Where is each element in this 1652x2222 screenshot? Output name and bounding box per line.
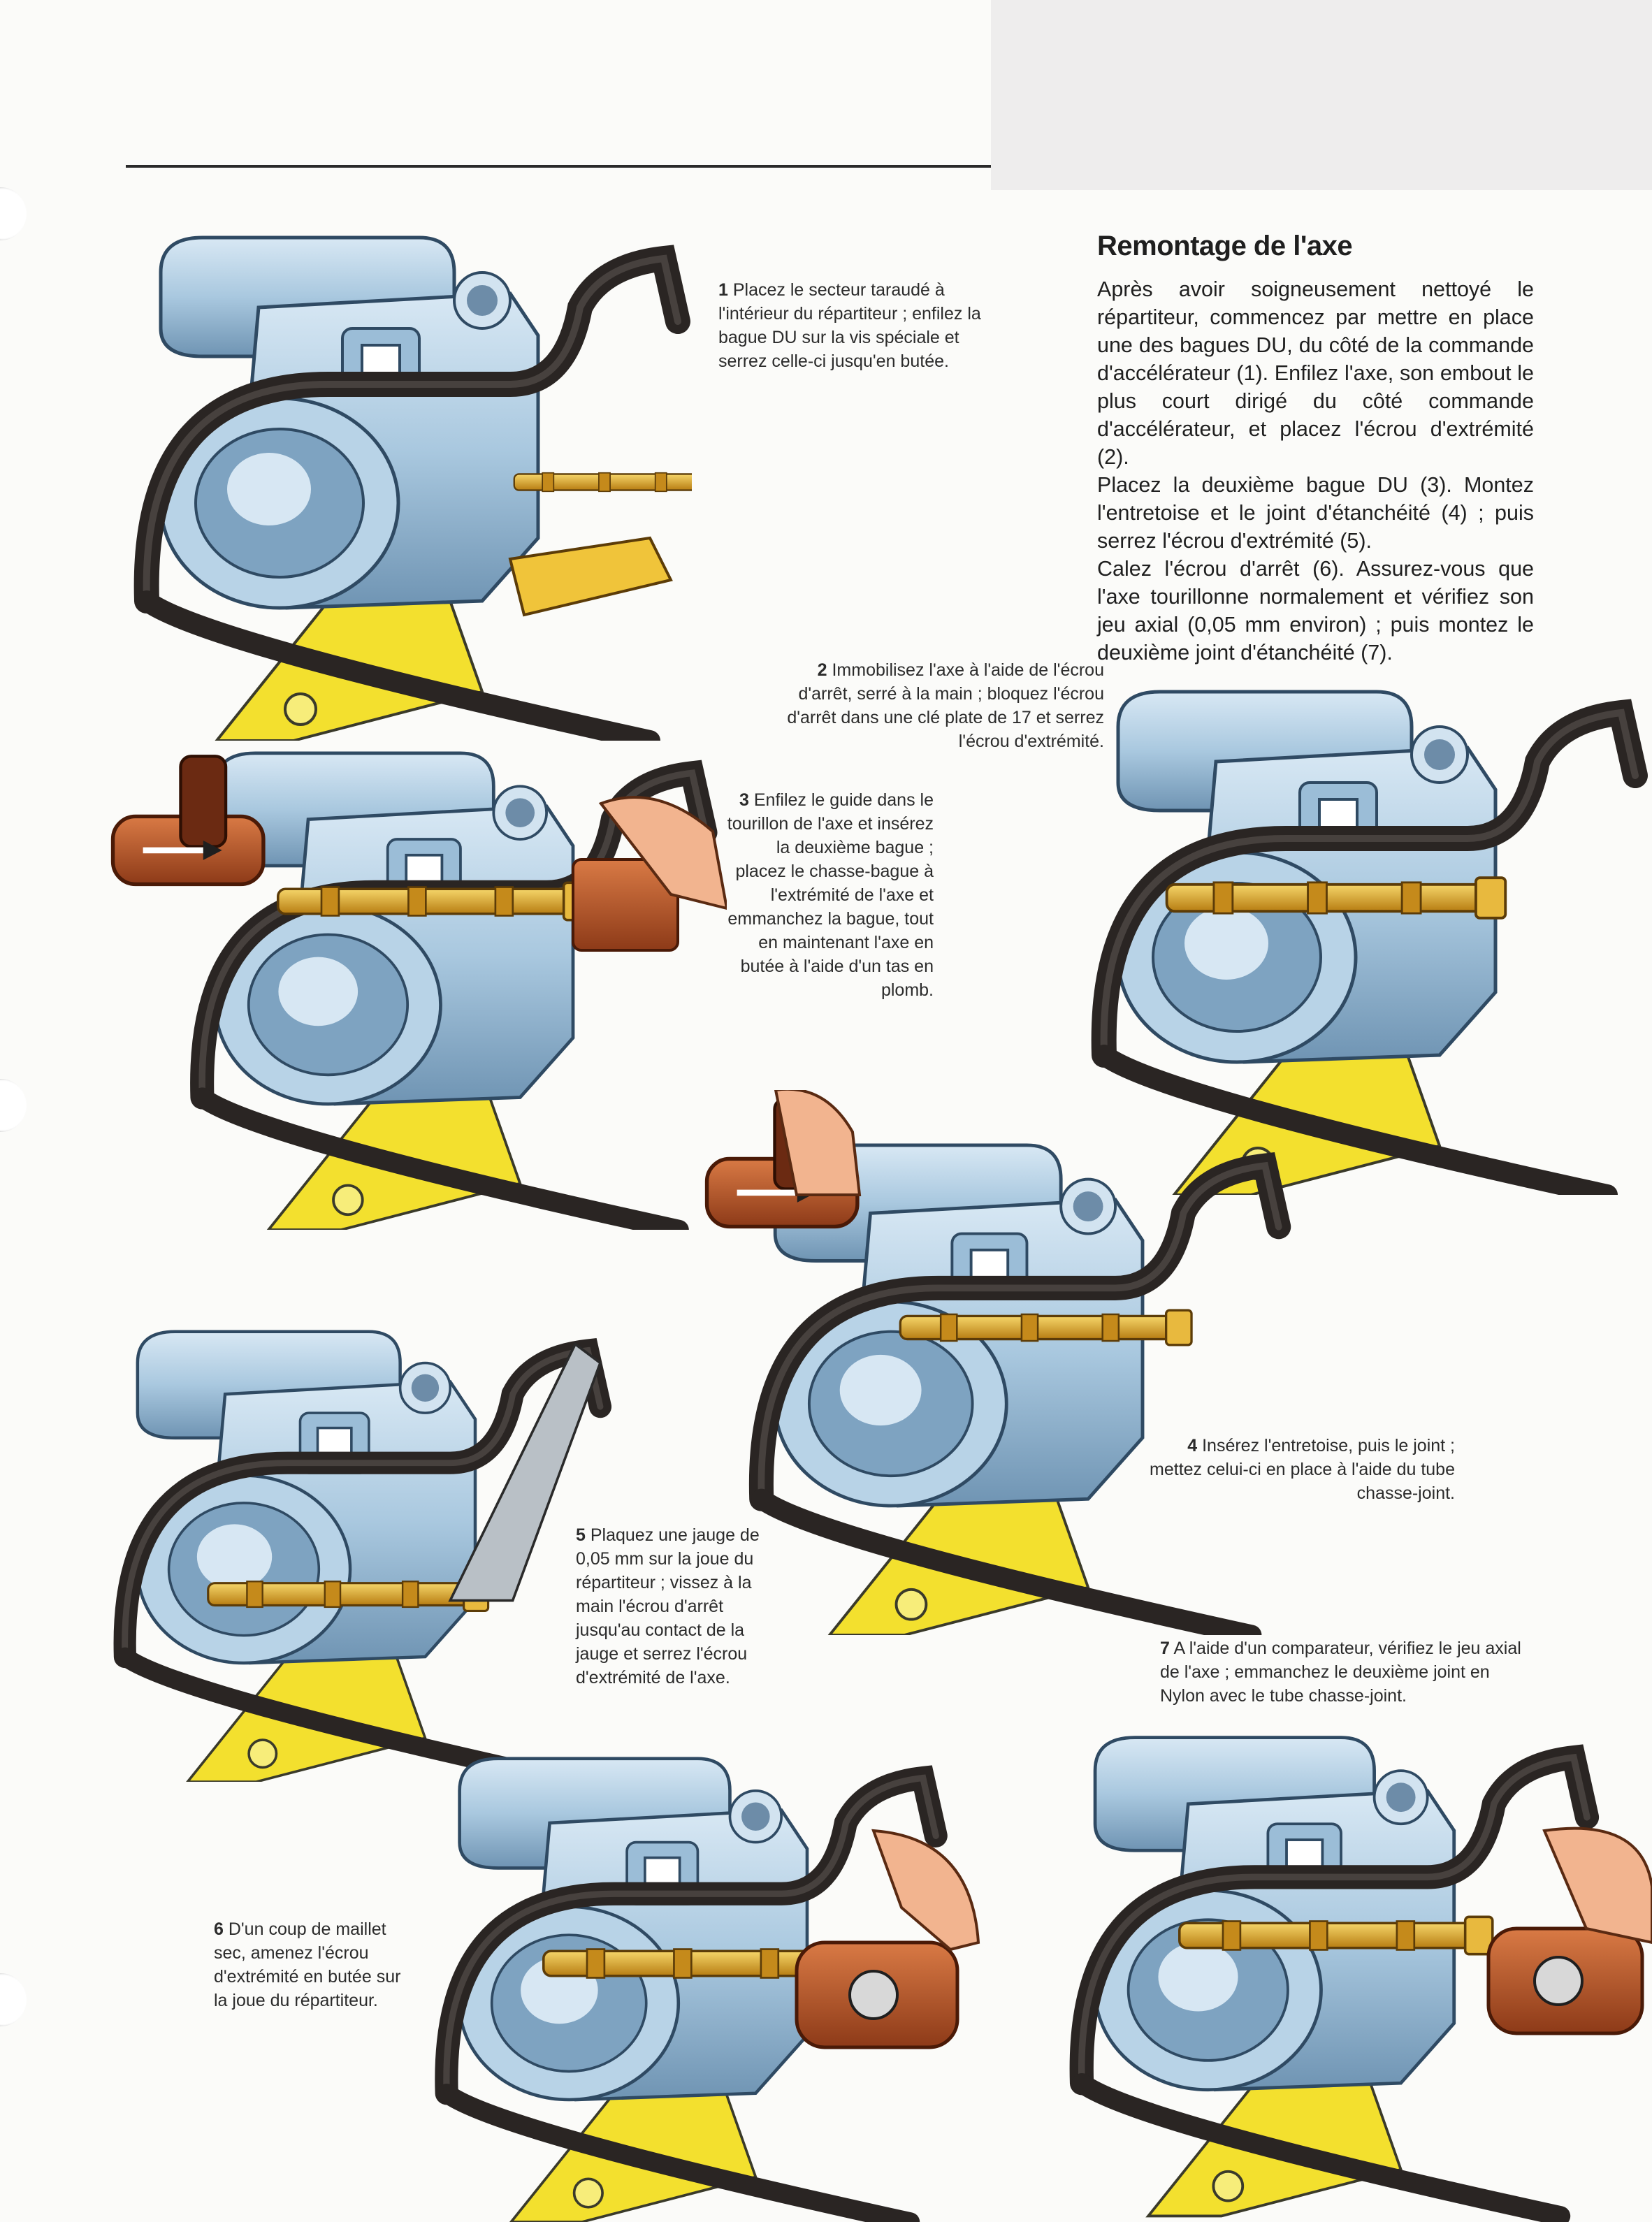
caption-text: A l'aide d'un comparateur, vérifiez le jeu axial de l'axe ; emmanchez le deuxième joint en Nylon avec le tube chasse-joint. bbox=[1160, 1639, 1521, 1706]
scan-corner-shade bbox=[991, 0, 1652, 190]
caption-step-1 bbox=[718, 278, 998, 373]
axle bbox=[278, 883, 591, 920]
section-title: Remontage de l'axe bbox=[1097, 231, 1353, 261]
intro-paragraph: Calez l'écrou d'arrêt (6). Assurez-vous que l'axe tourillonne normalement et vérifiez son jeu axial (0,05 mm environ) ; puis montez le deuxième joint d'étanchéité (7). bbox=[1097, 557, 1534, 665]
caption-text: D'un coup de maillet sec, amenez l'écrou d'extrémité en butée sur la joue du répartiteur. bbox=[214, 1919, 401, 2010]
step-number: 2 bbox=[817, 660, 827, 680]
axle bbox=[1180, 1917, 1493, 1954]
binder-hole bbox=[0, 1973, 27, 2026]
caption-text: Enfilez le guide dans le tourillon de l'axe et insérez la deuxième bague ; placez le chasse-bague à l'extrémité de l'axe et emmanchez la bague, tout en maintenant l'axe en butée à l'aide d'un tas en plomb. bbox=[727, 790, 934, 1000]
caption-text: Plaquez une jauge de 0,05 mm sur la joue du répartiteur ; vissez à la main l'écrou d'arrêt jusqu'au contact de la jauge et serrez l'écrou d'extrémité de l'axe. bbox=[576, 1525, 760, 1687]
step-number: 7 bbox=[1160, 1639, 1170, 1658]
caption-step-2 bbox=[776, 658, 1104, 753]
step-number: 5 bbox=[576, 1525, 586, 1545]
step-number: 3 bbox=[739, 790, 749, 810]
figure-5-illustration bbox=[91, 1307, 622, 1782]
intro-paragraph: Placez la deuxième bague DU (3). Montez l'entretoise et le joint d'étanchéité (4) ; puis serrez l'écrou d'extrémité (5). bbox=[1097, 473, 1534, 553]
figure-4-illustration bbox=[692, 1090, 1307, 1635]
caption-text: Placez le secteur taraudé à l'intérieur du répartiteur ; enfilez la bague DU sur la vis spéciale et serrez celle-ci jusqu'en butée. bbox=[718, 280, 981, 371]
step-number: 6 bbox=[214, 1919, 224, 1939]
binder-hole bbox=[0, 187, 27, 240]
binder-hole bbox=[0, 1079, 27, 1132]
figure-6-illustration bbox=[419, 1733, 1034, 2222]
caption-text: Insérez l'entretoise, puis le joint ; mettez celui-ci en place à l'aide du tube chasse-joint. bbox=[1150, 1436, 1455, 1503]
step-number: 1 bbox=[718, 280, 728, 300]
axle bbox=[900, 1310, 1191, 1345]
hand-icon bbox=[1544, 1829, 1652, 1943]
tube-end bbox=[1535, 1957, 1582, 2005]
intro-paragraph: Après avoir soigneusement nettoyé le répartiteur, commencez par mettre en place une des bagues DU, du côté de la commande d'accélérateur (1). Enfilez l'axe, son embout le plus court dirigé du côté commande d'accélérateur, et placez l'écrou d'extrémité (2). bbox=[1097, 277, 1534, 469]
figure-7-illustration bbox=[1055, 1705, 1652, 2222]
header-rule bbox=[126, 165, 991, 168]
caption-step-7 bbox=[1160, 1636, 1537, 1708]
intro-text bbox=[1097, 275, 1534, 667]
hand-icon bbox=[874, 1831, 978, 1949]
caption-text: Immobilisez l'axe à l'aide de l'écrou d'arrêt, serré à la main ; bloquez l'écrou d'arrêt dans une clé plate de 17 et serrez l'écrou d'extrémité. bbox=[787, 660, 1104, 751]
figure-3-illustration bbox=[98, 727, 727, 1230]
special-screw bbox=[514, 470, 692, 495]
threaded-sector bbox=[510, 538, 671, 615]
axle bbox=[208, 1578, 488, 1611]
figure-1-illustration bbox=[119, 210, 692, 741]
caption-step-3 bbox=[727, 788, 934, 1002]
axle bbox=[1167, 878, 1506, 918]
step-number: 4 bbox=[1187, 1436, 1198, 1455]
punch-tip bbox=[850, 1971, 897, 2019]
caption-step-6 bbox=[214, 1917, 408, 2012]
